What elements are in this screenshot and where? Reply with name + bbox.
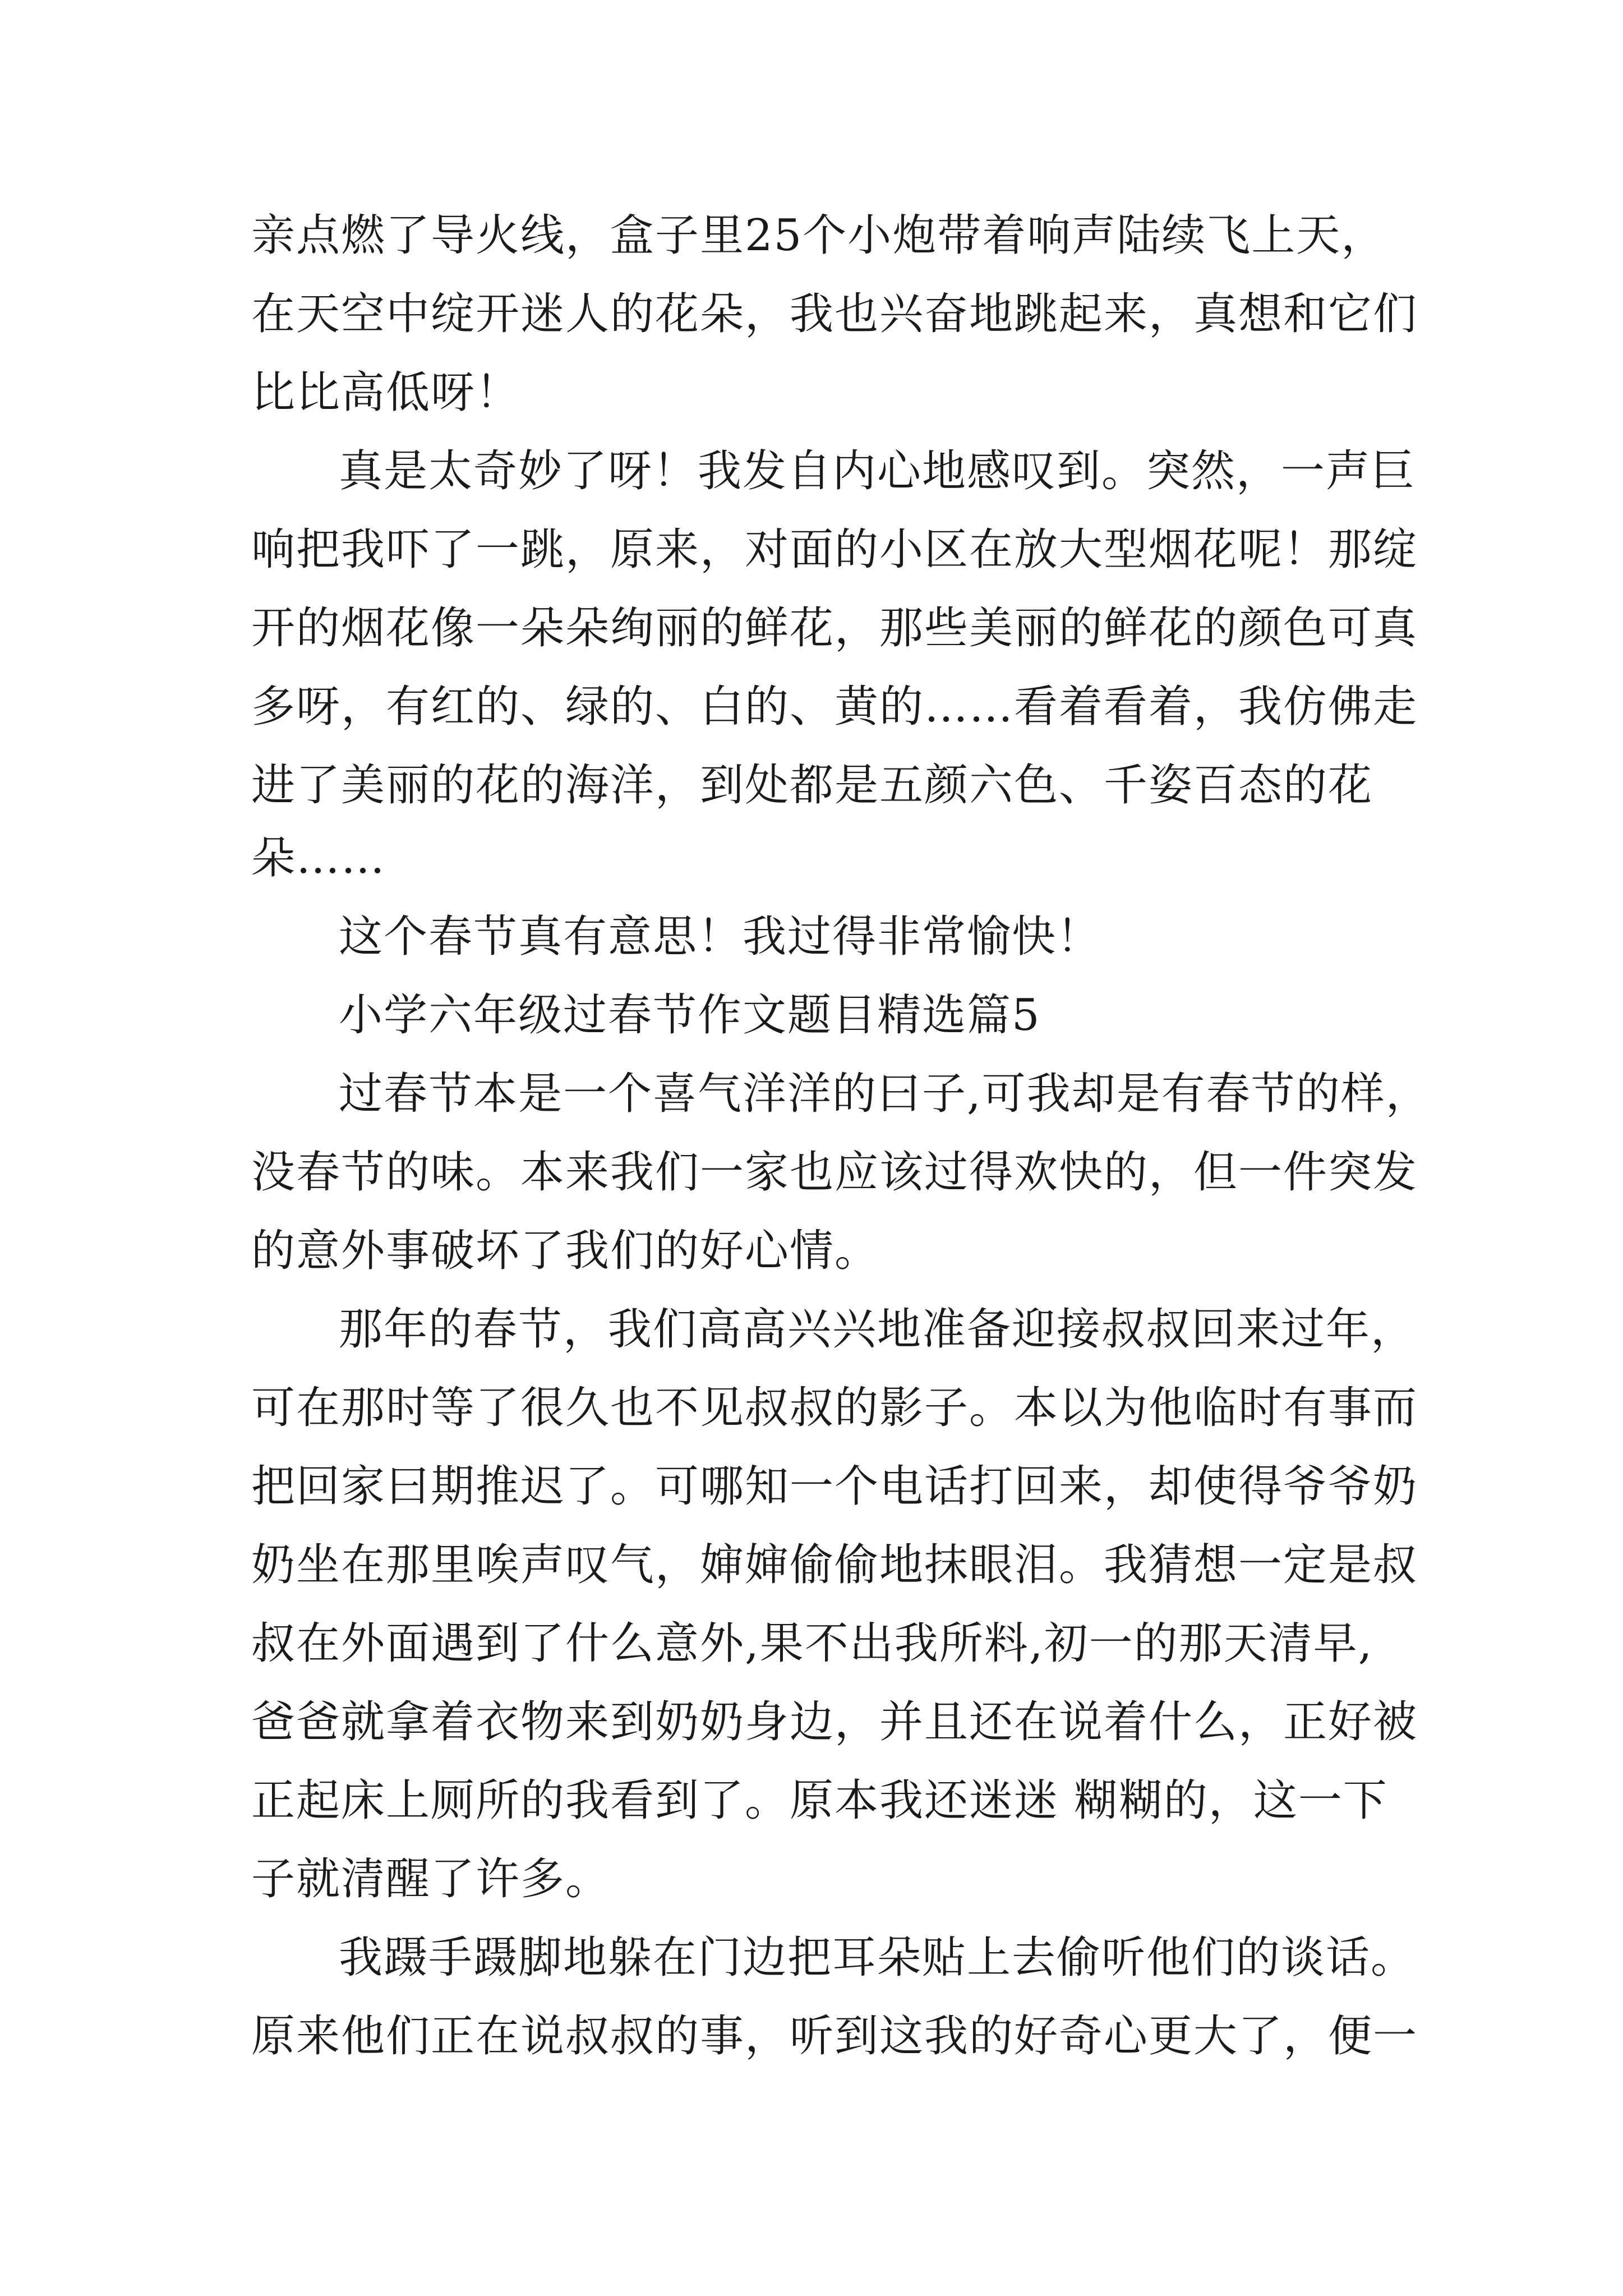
text-line-18: 奶坐在那里唉声叹气，婶婶偷偷地抹眼泪。我猜想一定是叔 [251, 1540, 1418, 1590]
text-line-4: 真是太奇妙了呀！我发自内心地感叹到。突然，一声巨 [339, 446, 1416, 496]
text-line-20: 爸爸就拿着衣物来到奶奶身边，并且还在说着什么，正好被 [251, 1697, 1418, 1747]
text-line-6: 开的烟花像一朵朵绚丽的鲜花，那些美丽的鲜花的颜色可真 [251, 603, 1418, 654]
text-line-2: 在天空中绽开迷人的花朵，我也兴奋地跳起来，真想和它们 [251, 289, 1418, 339]
text-line-8: 进了美丽的花的海洋，到处都是五颜六色、千姿百态的花 [251, 760, 1373, 811]
text-line-3: 比比高低呀！ [251, 367, 521, 418]
text-line-16: 可在那时等了很久也不见叔叔的影子。本以为他临时有事而 [251, 1383, 1418, 1433]
text-line-17: 把回家曰期推迟了。可哪知一个电话打回来，却使得爷爷奶 [251, 1461, 1418, 1512]
text-line-7: 多呀，有红的、绿的、白的、黄的……看着看着，我仿佛走 [251, 682, 1418, 732]
text-line-22: 子就清醒了许多。 [251, 1854, 611, 1904]
text-line-23: 我蹑手蹑脚地躲在门边把耳朵贴上去偷听他们的谈话。 [339, 1932, 1416, 1983]
text-line-9: 朵…… [251, 833, 386, 884]
text-line-13: 没春节的味。本来我们一家也应该过得欢快的，但一件突发 [251, 1147, 1418, 1198]
text-line-15: 那年的春节，我们高高兴兴地准备迎接叔叔回来过年， [339, 1304, 1416, 1355]
section-heading: 小学六年级过春节作文题目精选篇5 [339, 990, 1041, 1041]
text-line-19: 叔在外面遇到了什么意外,果不出我所料,初一的那天清早, [251, 1618, 1373, 1669]
text-line-1: 亲点燃了导火线，盒子里25个小炮带着响声陆续飞上天， [251, 210, 1386, 261]
text-line-5: 响把我吓了一跳，原来，对面的小区在放大型烟花呢！那绽 [251, 524, 1418, 575]
text-line-14: 的意外事破坏了我们的好心情。 [251, 1226, 880, 1276]
text-line-12: 过春节本是一个喜气洋洋的曰子,可我却是有春节的样， [339, 1069, 1431, 1119]
text-line-10: 这个春节真有意思！我过得非常愉快！ [339, 912, 1102, 962]
text-line-24: 原来他们正在说叔叔的事，听到这我的好奇心更大了，便一 [251, 2011, 1418, 2062]
text-line-21: 正起床上厕所的我看到了。原本我还迷迷 糊糊的，这一下 [251, 1775, 1388, 1826]
